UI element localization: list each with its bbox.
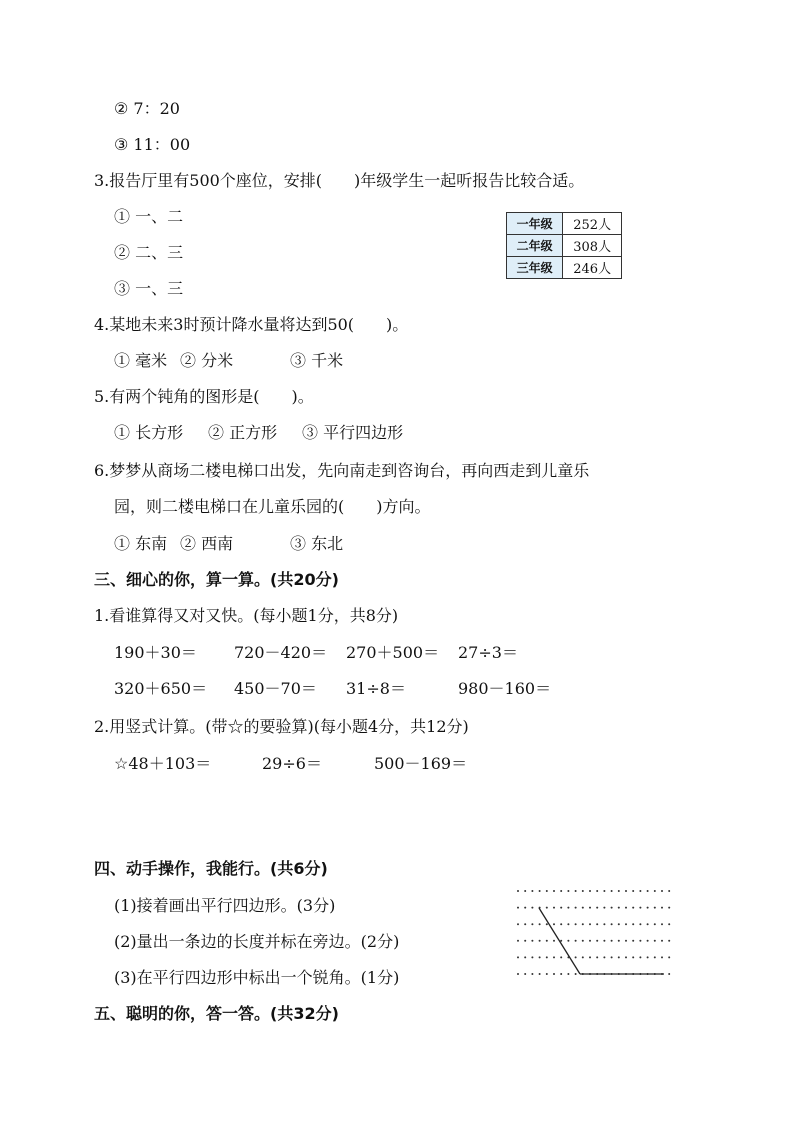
grid-dot bbox=[632, 956, 634, 958]
grid-dot bbox=[517, 890, 519, 892]
grid-dot bbox=[661, 907, 663, 909]
grid-dot bbox=[575, 890, 577, 892]
grid-dot bbox=[596, 890, 598, 892]
grid-dot bbox=[603, 956, 605, 958]
grid-dot bbox=[546, 940, 548, 942]
q3-stem: 3.报告厅里有500个座位，安排( )年级学生一起听报告比较合适。 bbox=[94, 171, 585, 190]
grid-dot bbox=[539, 923, 541, 925]
count-cell: 308人 bbox=[563, 235, 622, 257]
grid-dot bbox=[647, 956, 649, 958]
grid-dot bbox=[524, 890, 526, 892]
grid-dot bbox=[517, 907, 519, 909]
grid-dot bbox=[553, 890, 555, 892]
grid-dot bbox=[639, 956, 641, 958]
vertical-calc-item: 29÷6＝ bbox=[262, 754, 322, 773]
grid-dot bbox=[611, 940, 613, 942]
section-5-title: 五、聪明的你，答一答。(共32分) bbox=[94, 1004, 339, 1023]
grid-dot bbox=[654, 890, 656, 892]
grid-dot bbox=[560, 907, 562, 909]
grid-dot bbox=[639, 940, 641, 942]
grid-dot bbox=[661, 923, 663, 925]
grid-dot bbox=[531, 890, 533, 892]
grid-dot bbox=[575, 940, 577, 942]
grid-dot bbox=[553, 940, 555, 942]
grid-dot bbox=[575, 973, 577, 975]
grid-dot bbox=[539, 940, 541, 942]
grid-dot bbox=[582, 923, 584, 925]
grid-dot bbox=[611, 907, 613, 909]
grid-dot bbox=[553, 956, 555, 958]
section-4-item-3: (3)在平行四边形中标出一个锐角。(1分) bbox=[114, 968, 400, 987]
grid-dot bbox=[654, 923, 656, 925]
q5-option-2: ② 正方形 bbox=[208, 423, 278, 442]
parallelogram-side bbox=[539, 908, 580, 974]
table-row bbox=[507, 213, 622, 235]
table-row bbox=[507, 235, 622, 257]
grid-dot bbox=[517, 973, 519, 975]
grade-count-table bbox=[506, 212, 622, 279]
grid-dot bbox=[553, 907, 555, 909]
grid-dot bbox=[553, 923, 555, 925]
grid-dot bbox=[524, 956, 526, 958]
vertical-calc-item: ☆48＋103＝ bbox=[114, 754, 212, 773]
grid-dot bbox=[553, 973, 555, 975]
grid-dot bbox=[647, 907, 649, 909]
grid-dot bbox=[567, 940, 569, 942]
grid-dot bbox=[668, 923, 670, 925]
q4-option-2: ② 分米 bbox=[180, 351, 234, 370]
grid-dot bbox=[560, 923, 562, 925]
grid-dot bbox=[575, 956, 577, 958]
grid-dot bbox=[632, 923, 634, 925]
grid-dot bbox=[575, 907, 577, 909]
grid-dot bbox=[639, 890, 641, 892]
grid-dot bbox=[567, 973, 569, 975]
grid-dot bbox=[668, 907, 670, 909]
grid-dot bbox=[531, 907, 533, 909]
grid-dot bbox=[517, 956, 519, 958]
grid-dot bbox=[589, 940, 591, 942]
grid-dot bbox=[647, 890, 649, 892]
calc-item: 450－70＝ bbox=[234, 679, 317, 698]
calc-item: 270＋500＝ bbox=[346, 643, 440, 662]
grid-dot bbox=[618, 956, 620, 958]
grid-dot bbox=[524, 973, 526, 975]
section-4-title: 四、动手操作，我能行。(共6分) bbox=[94, 859, 328, 878]
vertical-calc-item: 500－169＝ bbox=[374, 754, 468, 773]
grid-dot bbox=[567, 907, 569, 909]
grid-dot bbox=[539, 890, 541, 892]
grid-dot bbox=[603, 907, 605, 909]
section-4-item-2: (2)量出一条边的长度并标在旁边。(2分) bbox=[114, 932, 400, 951]
grid-dot bbox=[668, 973, 670, 975]
grid-dot bbox=[654, 907, 656, 909]
grid-dot bbox=[668, 940, 670, 942]
calc-item: 27÷3＝ bbox=[458, 643, 518, 662]
grid-dot bbox=[582, 940, 584, 942]
q3-option-1: ① 一、二 bbox=[114, 207, 184, 226]
grid-dot bbox=[524, 940, 526, 942]
dot-grid bbox=[512, 886, 676, 980]
grid-dots bbox=[517, 890, 670, 975]
grid-dot bbox=[589, 890, 591, 892]
q6-stem-line-1: 6.梦梦从商场二楼电梯口出发，先向南走到咨询台，再向西走到儿童乐 bbox=[94, 461, 590, 480]
grid-dot bbox=[639, 907, 641, 909]
grid-dot bbox=[524, 923, 526, 925]
q6-option-3: ③ 东北 bbox=[290, 534, 344, 553]
grid-dot bbox=[546, 923, 548, 925]
grid-dot bbox=[668, 890, 670, 892]
grid-dot bbox=[546, 956, 548, 958]
q6-option-1: ① 东南 bbox=[114, 534, 168, 553]
grid-dot bbox=[560, 973, 562, 975]
grid-dot bbox=[639, 923, 641, 925]
grid-dot bbox=[625, 923, 627, 925]
grid-dot bbox=[632, 890, 634, 892]
section-3-sub-1-title: 1.看谁算得又对又快。(每小题1分，共8分) bbox=[94, 606, 399, 625]
q4-option-1: ① 毫米 bbox=[114, 351, 168, 370]
grid-dot bbox=[625, 890, 627, 892]
grade-cell: 二年级 bbox=[507, 235, 563, 257]
grid-dot bbox=[611, 890, 613, 892]
count-cell: 246人 bbox=[563, 257, 622, 279]
grid-dot bbox=[582, 890, 584, 892]
grid-dot bbox=[589, 923, 591, 925]
grid-dot bbox=[596, 907, 598, 909]
grid-dot bbox=[647, 940, 649, 942]
grid-dot bbox=[618, 940, 620, 942]
q4-stem: 4.某地未来3时预计降水量将达到50( )。 bbox=[94, 315, 409, 334]
grid-dot bbox=[582, 956, 584, 958]
grid-dot bbox=[560, 956, 562, 958]
grid-dot bbox=[661, 940, 663, 942]
grid-dot bbox=[589, 907, 591, 909]
q5-option-1: ① 长方形 bbox=[114, 423, 184, 442]
grid-dot bbox=[596, 956, 598, 958]
grid-dot bbox=[596, 940, 598, 942]
grid-dot bbox=[632, 907, 634, 909]
grid-dot bbox=[603, 923, 605, 925]
grid-dot bbox=[661, 956, 663, 958]
grid-dot bbox=[668, 956, 670, 958]
grid-dot bbox=[618, 907, 620, 909]
grid-dot bbox=[661, 890, 663, 892]
grid-dot bbox=[531, 923, 533, 925]
grid-dot bbox=[632, 940, 634, 942]
section-3-title: 三、细心的你，算一算。(共20分) bbox=[94, 570, 339, 589]
calc-item: 320＋650＝ bbox=[114, 679, 208, 698]
grid-dot bbox=[625, 907, 627, 909]
q2-option-3: ③ 11：00 bbox=[114, 135, 191, 154]
grid-dot bbox=[618, 923, 620, 925]
q5-option-3: ③ 平行四边形 bbox=[302, 423, 404, 442]
grid-dot bbox=[539, 956, 541, 958]
q3-option-2: ② 二、三 bbox=[114, 243, 184, 262]
grid-dot bbox=[603, 890, 605, 892]
grid-dot bbox=[567, 890, 569, 892]
grid-dot bbox=[654, 956, 656, 958]
table-row bbox=[507, 257, 622, 279]
calc-item: 980－160＝ bbox=[458, 679, 552, 698]
grid-dot bbox=[611, 956, 613, 958]
grid-dot bbox=[517, 923, 519, 925]
grid-dot bbox=[582, 907, 584, 909]
grid-dot bbox=[654, 940, 656, 942]
grid-dot bbox=[625, 940, 627, 942]
grid-dot bbox=[546, 973, 548, 975]
q4-option-3: ③ 千米 bbox=[290, 351, 344, 370]
grid-dot bbox=[567, 923, 569, 925]
count-cell: 252人 bbox=[563, 213, 622, 235]
grid-dot bbox=[596, 923, 598, 925]
grid-dot bbox=[546, 890, 548, 892]
section-3-sub-2-title: 2.用竖式计算。(带☆的要验算)(每小题4分，共12分) bbox=[94, 717, 469, 736]
section-4-item-1: (1)接着画出平行四边形。(3分) bbox=[114, 896, 336, 915]
q6-stem-line-2: 园，则二楼电梯口在儿童乐园的( )方向。 bbox=[114, 497, 431, 516]
grid-dot bbox=[517, 940, 519, 942]
grid-dot bbox=[531, 940, 533, 942]
grid-dot bbox=[618, 890, 620, 892]
grid-dot bbox=[531, 973, 533, 975]
grid-dot bbox=[589, 956, 591, 958]
grade-cell: 三年级 bbox=[507, 257, 563, 279]
grid-dot bbox=[647, 923, 649, 925]
grid-dot bbox=[524, 907, 526, 909]
grid-dot bbox=[546, 907, 548, 909]
grid-dot bbox=[539, 973, 541, 975]
grade-cell: 一年级 bbox=[507, 213, 563, 235]
calc-item: 190＋30＝ bbox=[114, 643, 197, 662]
grid-dot bbox=[531, 956, 533, 958]
calc-item: 31÷8＝ bbox=[346, 679, 406, 698]
grid-dot bbox=[603, 940, 605, 942]
grid-dot bbox=[625, 956, 627, 958]
q5-stem: 5.有两个钝角的图形是( )。 bbox=[94, 387, 314, 406]
calc-item: 720－420＝ bbox=[234, 643, 328, 662]
grid-dot bbox=[560, 890, 562, 892]
q6-option-2: ② 西南 bbox=[180, 534, 234, 553]
q2-option-2: ② 7：20 bbox=[114, 99, 180, 118]
grid-dot bbox=[575, 923, 577, 925]
grid-dot bbox=[611, 923, 613, 925]
q3-option-3: ③ 一、三 bbox=[114, 279, 184, 298]
